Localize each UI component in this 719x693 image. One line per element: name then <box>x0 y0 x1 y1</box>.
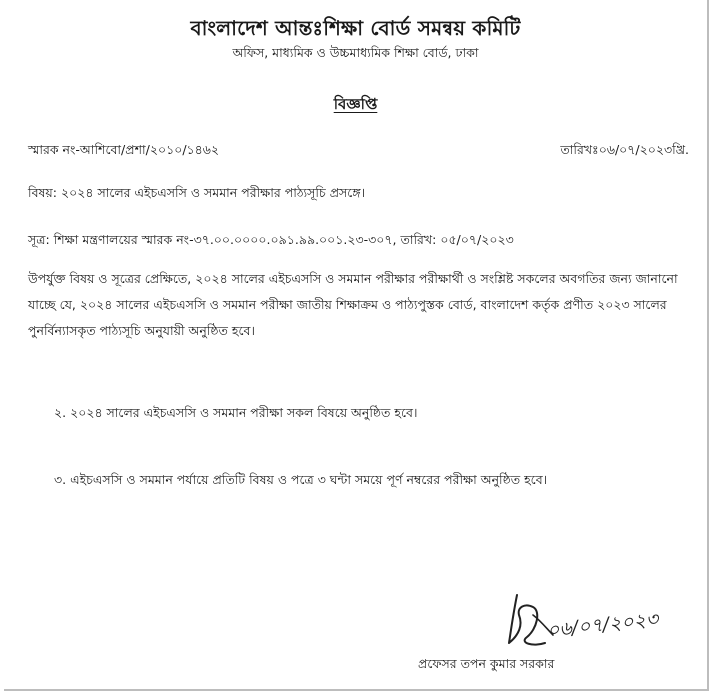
notice-heading-text: বিজ্ঞপ্তি <box>333 95 378 113</box>
document-title: বাংলাদেশ আন্তঃশিক্ষা বোর্ড সমন্বয় কমিটি <box>190 16 521 40</box>
notice-heading <box>4 93 707 118</box>
signatory-name: প্রফেসর তপন কুমার সরকার <box>418 656 555 671</box>
subject-line: বিষয়: ২০২৪ সালের এইচএসসি ও সমমান পরীক্ষার পাঠ্যসূচি প্রসঙ্গে। <box>28 185 366 200</box>
point-3: ৩. এইচএসসি ও সমমান পর্যায়ে প্রতিটি বিষয় ও পত্রে ৩ ঘন্টা সময়ে পূর্ণ নম্বরের পরীক্ষা অনুষ্ঠিত হবে। <box>54 472 548 487</box>
source-line: সূত্র: শিক্ষা মন্ত্রণালয়ের স্মারক নং-৩৭.০০.০০০০.০৯১.৯৯.০০১.২৩-৩০৭, তারিখ: ০৫/০৭/২০২৩ <box>28 232 514 247</box>
signature-date: ০৬/০৭/২০২৩ <box>545 608 660 642</box>
handwritten-signature <box>489 585 699 655</box>
notice-document <box>4 0 709 691</box>
body-paragraph: উপর্যুক্ত বিষয় ও সূত্রের প্রেক্ষিতে, ২০২৪ সালের এইচএসসি ও সমমান পরীক্ষার পরীক্ষার্থী ও সংশ্লিষ্ট সকলের অবগতির জন্য জানানো যাচ্ছে যে, ২০২৪ সালের এইচএসসি ও সমমান পরীক্ষা জাতীয় শিক্ষাক্রম ও পাঠ্যপুস্তক বোর্ড, বাংলাদেশ কর্তৃক প্রণীত ২০২৩ সালের পুনর্বিন্যাসকৃত পাঠ্যসূচি অনুযায়ী অনুষ্ঠিত হবে। <box>28 271 678 338</box>
memo-date: তারিখঃ০৬/০৭/২০২৩খ্রি. <box>560 142 689 157</box>
memo-reference: স্মারক নং-আশিবো/প্রশা/২০১০/১৪৬২ <box>28 142 220 157</box>
document-subtitle: অফিস, মাধ্যমিক ও উচ্চমাধ্যমিক শিক্ষা বোর্ড, ঢাকা <box>232 45 479 60</box>
point-2: ২. ২০২৪ সালের এইচএসসি ও সমমান পরীক্ষা সকল বিষয়ে অনুষ্ঠিত হবে। <box>54 405 418 420</box>
